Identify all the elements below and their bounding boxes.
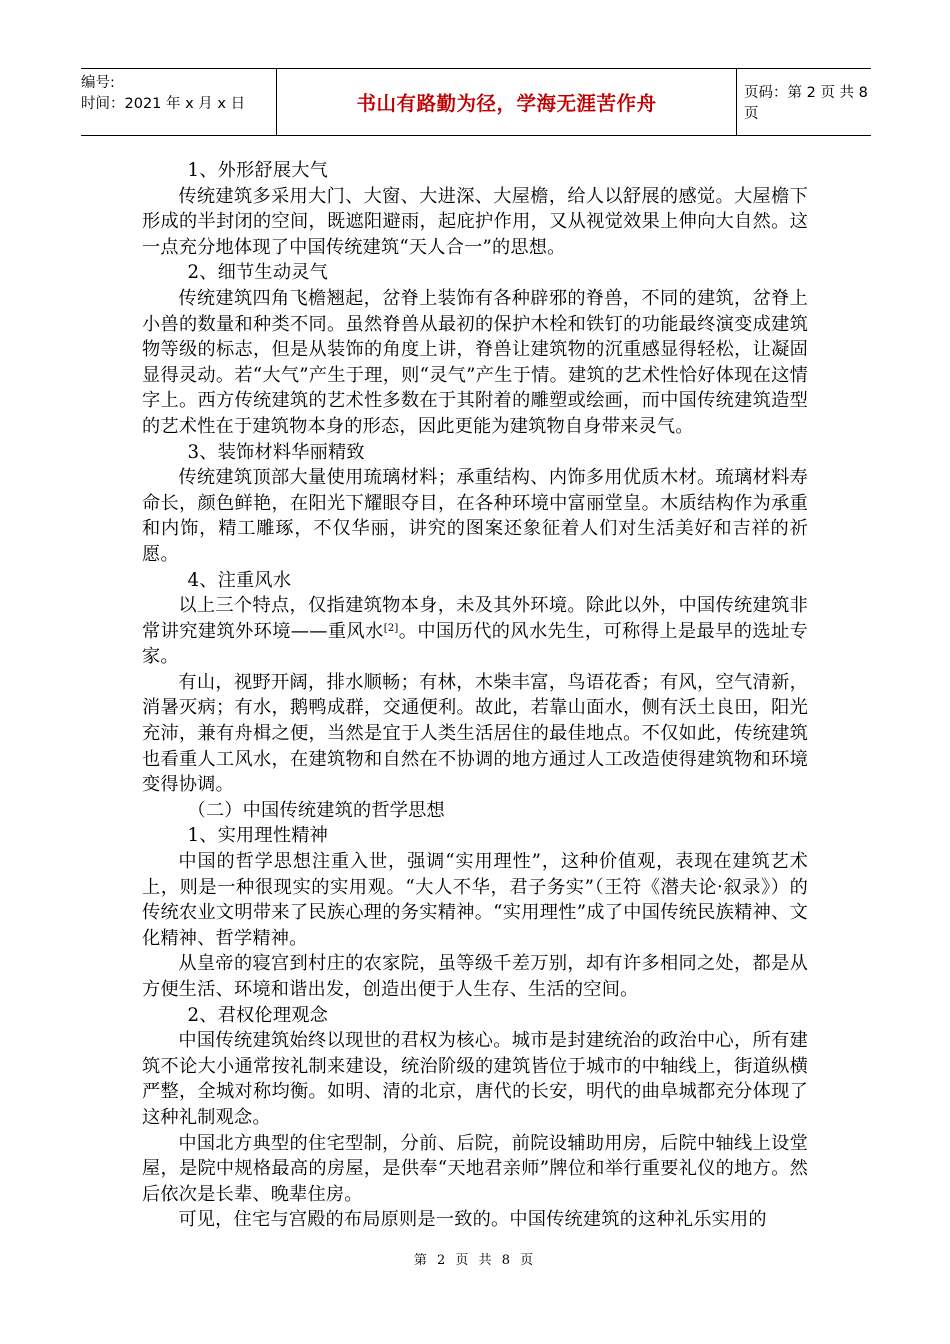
paragraph: 有山，视野开阔，排水顺畅；有林，木柴丰富，鸟语花香；有风，空气清新，消暑灭病；有水，鹅鸭成群，交通便利。故此，若靠山面水，侧有沃土良田，阳光充沛，兼有舟楫之便，当然是宜于人类生活居住的最佳地点。不仅如此，传统建筑也看重人工风水，在建筑物和自然在不协调的地方通过人工改造使得建筑物和环境变得协调。 xyxy=(142,671,808,796)
section-heading: （二）中国传统建筑的哲学思想 xyxy=(187,799,445,821)
paragraph: 可见，住宅与宫殿的布局原则是一致的。中国传统建筑的这种礼乐实用的 xyxy=(178,1209,767,1231)
paragraph-with-citation xyxy=(142,593,808,670)
paragraph: 传统建筑顶部大量使用琉璃材料；承重结构、内饰多用优质木材。琉璃材料寿命长，颜色鲜艳，在阳光下耀眼夺目，在各种环境中富丽堂皇。木质结构作为承重和内饰，精工雕琢，不仅华丽，讲究的图案还象征着人们对生活美好和吉祥的祈愿。 xyxy=(142,467,808,565)
number-label: 编号: xyxy=(81,75,115,91)
header-motto: 书山有路勤为径，学海无涯苦作舟 xyxy=(277,69,737,135)
citation-marker: [2] xyxy=(383,622,399,634)
paragraph-text: 。中国历代的风水先生，可称得上是最早的选址专家。 xyxy=(142,620,808,668)
paragraph: 传统建筑多采用大门、大窗、大进深、大屋檐，给人以舒展的感觉。大屋檐下形成的半封闭的空间，既遮阳避雨，起庇护作用，又从视觉效果上伸向大自然。这一点充分地体现了中国传统建筑“天人合一”的思想。 xyxy=(142,185,808,258)
subheading: 4、注重风水 xyxy=(187,569,292,591)
subheading: 1、外形舒展大气 xyxy=(187,160,328,181)
subheading: 3、装饰材料华丽精致 xyxy=(187,441,365,463)
page-header xyxy=(81,68,871,136)
paragraph: 中国北方典型的住宅型制，分前、后院，前院设辅助用房，后院中轴线上设堂屋，是院中规格最高的房屋，是供奉“天地君亲师”牌位和举行重要礼仪的地方。然后依次是长辈、晚辈住房。 xyxy=(142,1132,808,1205)
paragraph: 中国的哲学思想注重入世，强调“实用理性”，这种价值观，表现在建筑艺术上，则是一种很现实的实用观。“大人不华，君子务实”（王符《潜夫论·叙录》）的传统农业文明带来了民族心理的务实精神。“实用理性”成了中国传统民族精神、文化精神、哲学精神。 xyxy=(142,851,808,949)
header-meta-cell xyxy=(81,69,277,135)
header-page-number: 页码：第 2 页 共 8 页 xyxy=(744,85,868,122)
paragraph: 从皇帝的寝宫到村庄的农家院，虽等级千差万别，却有许多相同之处，都是从方便生活、环境和谐出发，创造出便于人生存、生活的空间。 xyxy=(142,953,808,1000)
paragraph: 中国传统建筑始终以现世的君权为核心。城市是封建统治的政治中心，所有建筑不论大小通常按礼制来建设，统治阶级的建筑皆位于城市的中轴线上，街道纵横严整，全城对称均衡。如明、清的北京，唐代的长安，明代的曲阜城都充分体现了这种礼制观念。 xyxy=(142,1030,808,1128)
paragraph-text: 以上三个特点，仅指建筑物本身，未及其外环境。除此以外，中国传统建筑非常讲究建筑外环境——重风水 xyxy=(142,595,808,642)
time-label: 时间：2021 年 x 月 x 日 xyxy=(81,96,246,112)
subheading: 2、细节生动灵气 xyxy=(187,262,328,284)
subheading: 2、君权伦理观念 xyxy=(187,1004,328,1026)
paragraph: 传统建筑四角飞檐翘起，岔脊上装饰有各种辟邪的脊兽，不同的建筑，岔脊上小兽的数量和种类不同。虽然脊兽从最初的保护木栓和铁钉的功能最终演变成建筑物等级的标志，但是从装饰的角度上讲，脊兽让建筑物的沉重感显得轻松，让凝固显得灵动。若“大气”产生于理，则“灵气”产生于情。建筑的艺术性恰好体现在这情字上。西方传统建筑的艺术性多数在于其附着的雕塑或绘画，而中国传统建筑造型的艺术性在于建筑物本身的形态，因此更能为建筑物自身带来灵气。 xyxy=(142,287,808,437)
document-body xyxy=(142,158,808,1233)
page-footer: 第 2 页 共 8 页 xyxy=(413,1253,537,1268)
subheading: 1、实用理性精神 xyxy=(187,825,328,847)
